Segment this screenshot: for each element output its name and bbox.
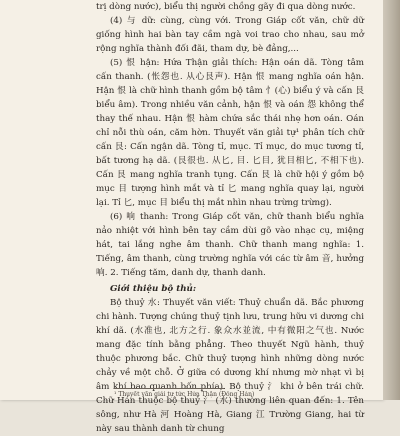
footnote-divider [114, 388, 224, 389]
paragraph-hận: (5) 恨 hận: Hứa Thận giải thích: Hận oán dã. Tòng tâm cấn thanh. (怅怨也. 从心艮声). Hận 恨 mang nghĩa oán hận. Hận 恨 là chữ hình thanh gồm bộ tâm 忄(心) biểu ý và cấn 艮 biểu âm). Trong nhiều văn cảnh, hận 恨 và oán 怨 không thể thay thế nhau. Hận 恨 hàm chứa sắc thái nhẹ hơn oán. Oán chỉ nỗi thù oán, căm hờn. Thuyết văn giải tự¹ phân tích chữ cấn 艮: Cấn ngận dã. Tòng tỉ, mục. Tỉ mục, do mục tương tỉ, bất tương hạ dã. (艮很也. 从匕, 目. 匕目, 犹目相匕, 不相下也). Cấn 艮 mang nghĩa tranh tụng. Cấn 艮 là chữ hội ý gồm bộ mục 目 tượng hình mắt và tỉ 匕 mang nghĩa quay lại, người lại. Tỉ 匕, mục 目 biểu thị mắt nhìn nhau trừng trừng). [96, 58, 364, 208]
paragraph-thanh: (6) 响 thanh: Trong Giáp cốt văn, chữ thanh biểu nghĩa nảo nhiệt với hình bên tay cầm dùi gõ vào nhạc cụ, miệng hát, tai lắng nghe âm thanh. Chữ thanh mang nghĩa: 1. Tiếng, âm thanh, cùng trường nghĩa với các từ âm 音, hưởng 响. 2. Tiếng tăm, danh dự, thanh danh. [96, 212, 364, 278]
page-text [96, 0, 364, 436]
paragraph-bộ-thuỷ: Bộ thuỷ 水: Thuyết văn viết: Thuỷ chuẩn dã. Bắc phương chi hành. Tượng chúng thuỷ tịnh lưu, trung hữu vi dương chi khí dã. (水准也, 北方之行. 象众水並流, 中有微阳之气也. Nước mang đặc tính bằng phẳng. Theo thuyết Ngũ hành, thuỷ thuộc phương bắc. Chữ thuỷ tượng hình những dòng nước chảy về một chỗ. Ở giữa có dương khí nhưng mờ nhạt vì bị âm khí bao quanh bốn phía). Bộ thuỷ 氵 khi ở bên trái chữ. Chữ Hán thuộc bộ thuỷ 氵 (水) thường liên quan đến: 1. Tên sông, như Hà 河 Hoàng Hà, Giang 江 Trường Giang, hai từ này sau thành danh từ chung [96, 298, 364, 434]
book-spine [383, 0, 400, 400]
paragraph-dữ: (4) 与 dữ: cùng, cùng với. Trong Giáp cốt văn, chữ dữ giống hình hai bàn tay cầm ngà voi trao cho nhau, sau mở rộng nghĩa thành đối đãi, tham dự, bè đảng,... [96, 16, 364, 54]
section-heading: Giới thiệu bộ thủ: [110, 284, 197, 294]
paragraph-continuation: trị dòng nước), biểu thị người chồng gãy đi qua dòng nước. [96, 2, 356, 12]
footnote: ¹ Thuyết văn giải tự tức Hứa Thận (Đông Hán) [114, 391, 255, 398]
